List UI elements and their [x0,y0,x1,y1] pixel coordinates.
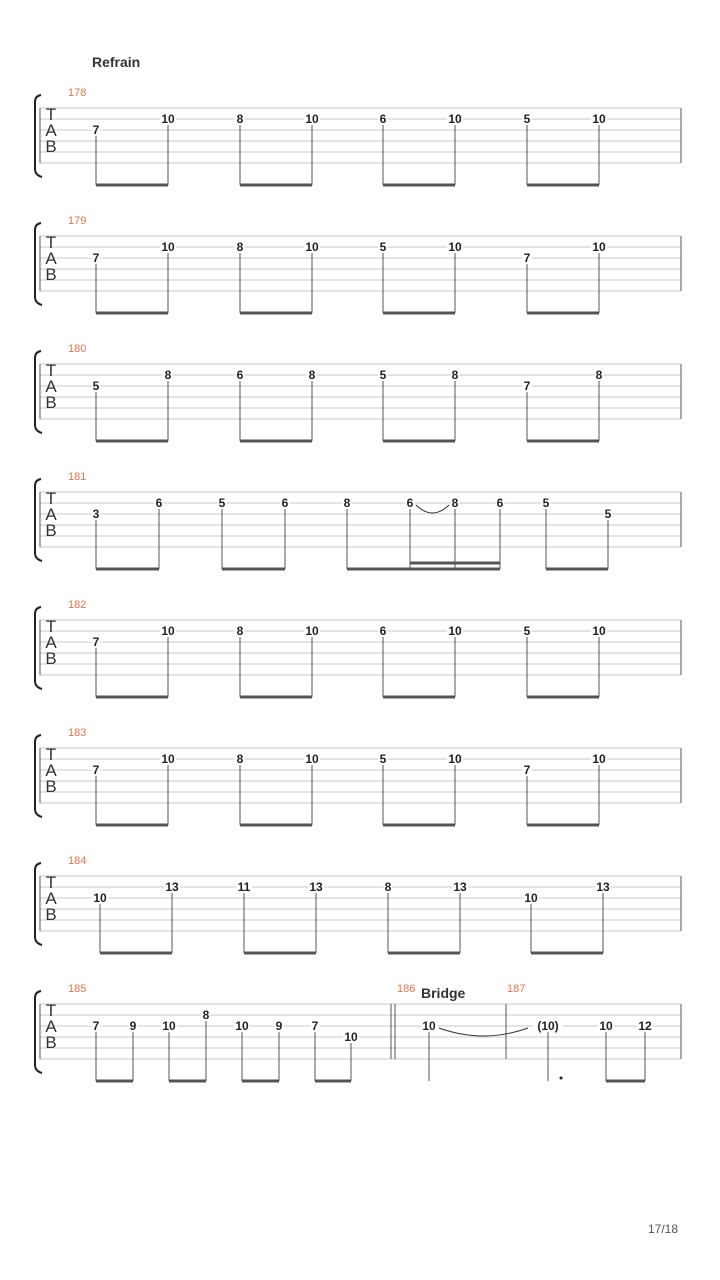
fret-number: 8 [595,368,603,382]
tab-clef-letter: A [45,633,57,652]
fret-number: 6 [379,624,387,638]
fret-number: 12 [638,1019,652,1033]
fret-number: 10 [235,1019,249,1033]
fret-number: 10 [305,240,319,254]
tab-clef-letter: B [45,905,57,924]
tab-clef-letter: T [45,873,57,892]
fret-number: 7 [523,379,531,393]
fret-number: 6 [155,496,163,510]
fret-number: 10 [305,752,319,766]
fret-number: 7 [92,123,100,137]
fret-number: 10 [448,624,462,638]
fret-number: 10 [422,1019,436,1033]
measure-number: 187 [507,983,526,995]
fret-number: 10 [161,112,175,126]
fret-number: 10 [592,624,606,638]
system-bracket [35,351,42,433]
tab-clef-letter: T [45,361,57,380]
fret-number: 8 [451,496,459,510]
fret-number: 8 [236,112,244,126]
fret-number: 5 [379,368,387,382]
system-bracket [35,607,42,689]
measure-number: 185 [68,983,87,995]
fret-number: 6 [406,496,414,510]
fret-number: 8 [236,752,244,766]
fret-number: 6 [281,496,289,510]
tie-arc [416,505,449,513]
fret-number: 10 [305,112,319,126]
tab-clef-letter: A [45,121,57,140]
fret-number: 10 [592,240,606,254]
system-bracket [35,735,42,817]
tab-clef-letter: T [45,105,57,124]
fret-number: 10 [592,752,606,766]
tab-clef-letter: B [45,137,57,156]
fret-number: 10 [448,112,462,126]
fret-number: 9 [129,1019,137,1033]
tab-clef-letter: B [45,649,57,668]
fret-number: 8 [343,496,351,510]
measure-number: 181 [68,471,87,483]
system-bracket [35,95,42,177]
rhythm-dot [560,1077,563,1080]
fret-number: 5 [542,496,550,510]
tab-clef-letter: T [45,617,57,636]
fret-number: 7 [92,251,100,265]
section-label-refrain: Refrain [92,54,141,70]
measure-number: 178 [68,87,87,99]
system-bracket [35,479,42,561]
fret-number: 5 [523,624,531,638]
system-bracket [35,863,42,945]
fret-number: 10 [448,752,462,766]
fret-number: 8 [202,1008,210,1022]
tab-clef-letter: B [45,521,57,540]
measure-number: 180 [68,343,87,355]
fret-number: 13 [596,880,610,894]
tab-clef-letter: A [45,889,57,908]
fret-number: 5 [218,496,226,510]
fret-number: 8 [384,880,392,894]
fret-number: 10 [162,1019,176,1033]
fret-number: 10 [305,624,319,638]
fret-number: 10 [448,240,462,254]
fret-number: 6 [379,112,387,126]
fret-number: 8 [451,368,459,382]
fret-number: 8 [236,240,244,254]
measure-number: 184 [68,855,87,867]
fret-number: (10) [537,1019,559,1033]
page-number: 17/18 [647,1222,678,1236]
fret-number: 8 [236,624,244,638]
fret-number: 7 [92,1019,100,1033]
system-bracket [35,991,42,1073]
fret-number: 10 [599,1019,613,1033]
tab-clef-letter: B [45,1033,57,1052]
fret-number: 5 [379,752,387,766]
fret-number: 10 [161,752,175,766]
fret-number: 5 [604,507,612,521]
fret-number: 6 [236,368,244,382]
fret-number: 10 [161,240,175,254]
fret-number: 9 [275,1019,283,1033]
tab-clef-letter: T [45,489,57,508]
tab-clef-letter: A [45,505,57,524]
fret-number: 7 [311,1019,319,1033]
fret-number: 10 [161,624,175,638]
fret-number: 8 [164,368,172,382]
tab-clef-letter: T [45,233,57,252]
fret-number: 10 [93,891,107,905]
fret-number: 8 [308,368,316,382]
section-label-bridge: Bridge [421,985,466,1001]
fret-number: 13 [453,880,467,894]
fret-number: 10 [344,1030,358,1044]
system-bracket [35,223,42,305]
measure-number: 179 [68,215,87,227]
measure-number: 182 [68,599,87,611]
fret-number: 10 [592,112,606,126]
tab-clef-letter: B [45,777,57,796]
tab-clef-letter: T [45,745,57,764]
fret-number: 10 [524,891,538,905]
fret-number: 11 [237,880,251,894]
fret-number: 13 [165,880,179,894]
tab-clef-letter: A [45,1017,57,1036]
measure-number: 183 [68,727,87,739]
fret-number: 7 [92,635,100,649]
fret-number: 7 [523,763,531,777]
tab-clef-letter: A [45,761,57,780]
fret-number: 5 [523,112,531,126]
fret-number: 13 [309,880,323,894]
fret-number: 5 [92,379,100,393]
fret-number: 6 [496,496,504,510]
tab-clef-letter: B [45,265,57,284]
fret-number: 7 [92,763,100,777]
tab-clef-letter: B [45,393,57,412]
fret-number: 5 [379,240,387,254]
tab-clef-letter: A [45,377,57,396]
tab-clef-letter: A [45,249,57,268]
fret-number: 3 [92,507,100,521]
fret-number: 7 [523,251,531,265]
tie-arc [439,1028,528,1036]
measure-number: 186 [397,983,416,995]
tab-clef-letter: T [45,1001,57,1020]
